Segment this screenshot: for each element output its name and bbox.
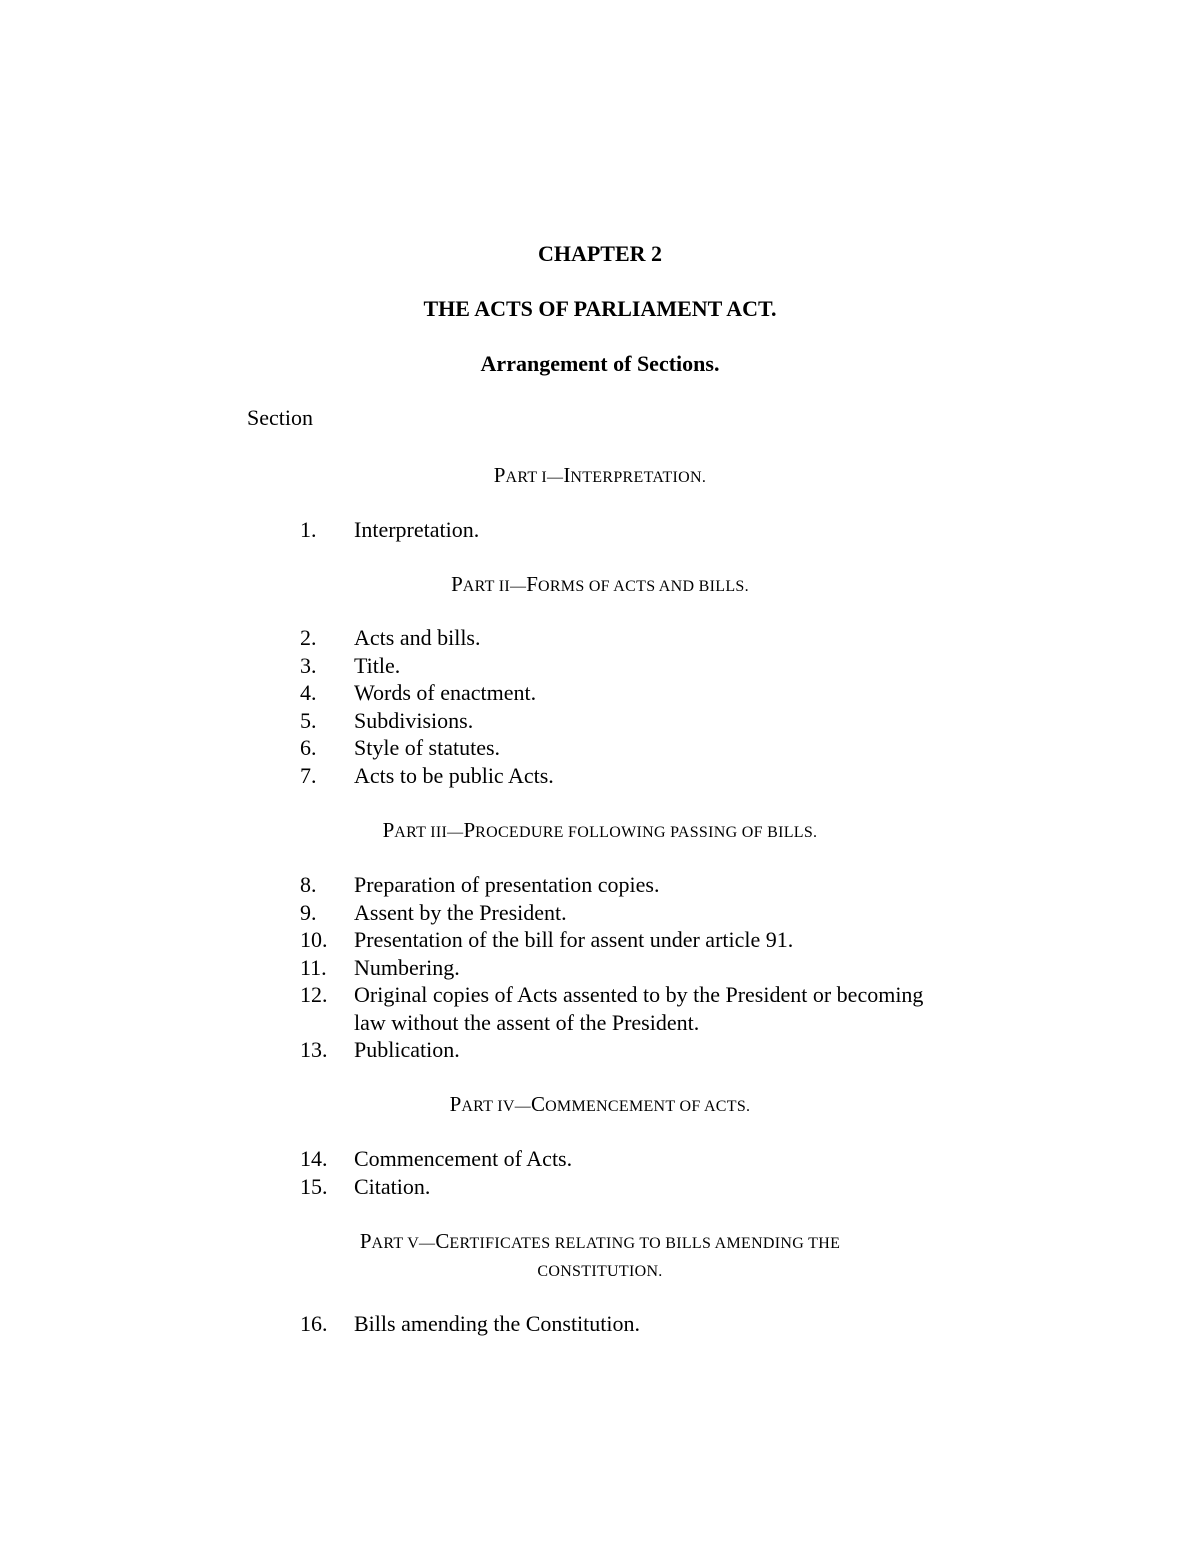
section-title: Title.	[354, 652, 401, 678]
section-number: 16.	[300, 1311, 328, 1336]
section-title: Interpretation.	[354, 517, 480, 542]
section-title: Assent by the President.	[354, 899, 567, 925]
section-number: 2.	[300, 625, 317, 650]
section-number: 13.	[300, 1037, 328, 1062]
part-heading-4: PART IV—COMMENCEMENT OF ACTS.	[449, 1092, 751, 1116]
section-title: Original copies of Acts assented to by the President or becoming law without the assent of the President.	[354, 982, 924, 1035]
section-number: 5.	[300, 707, 317, 733]
part-heading-1: PART I—INTERPRETATION.	[493, 463, 707, 487]
section-entry	[300, 954, 934, 982]
section-title: Subdivisions.	[354, 707, 474, 733]
section-title: Acts to be public Acts.	[354, 762, 554, 788]
section-entry	[300, 679, 934, 707]
section-title: Commencement of Acts.	[354, 1146, 573, 1171]
section-entry	[300, 516, 934, 544]
section-number: 1.	[300, 517, 317, 542]
section-entry	[300, 1145, 934, 1173]
section-entry	[300, 624, 934, 652]
section-entry	[300, 871, 934, 899]
section-entry	[300, 762, 934, 790]
section-number: 15.	[300, 1173, 328, 1199]
act-title: THE ACTS OF PARLIAMENT ACT.	[423, 296, 777, 321]
section-number: 8.	[300, 872, 317, 897]
section-title: Publication.	[354, 1037, 460, 1062]
section-entry	[300, 981, 934, 1036]
section-number: 11.	[300, 954, 327, 980]
section-entry	[300, 1310, 934, 1338]
section-title: Citation.	[354, 1173, 431, 1199]
section-entry	[300, 899, 934, 927]
section-number: 4.	[300, 680, 317, 705]
section-entry	[300, 1173, 934, 1201]
section-entry	[300, 926, 934, 954]
section-number: 3.	[300, 652, 317, 678]
part-heading-5-continued: CONSTITUTION.	[537, 1263, 663, 1280]
part-heading-3: PART III—PROCEDURE FOLLOWING PASSING OF BILLS.	[382, 818, 818, 842]
section-title: Words of enactment.	[354, 680, 537, 705]
section-title: Style of statutes.	[354, 735, 501, 760]
section-title: Presentation of the bill for assent under article 91.	[354, 927, 794, 952]
section-title: Acts and bills.	[354, 625, 481, 650]
section-number: 12.	[300, 982, 328, 1007]
section-number: 9.	[300, 899, 317, 925]
section-title: Numbering.	[354, 954, 460, 980]
chapter-heading: CHAPTER 2	[537, 241, 663, 266]
section-entry	[300, 1036, 934, 1064]
section-entry	[300, 734, 934, 762]
section-number: 14.	[300, 1146, 328, 1171]
section-column-label: Section	[247, 405, 313, 430]
arrangement-heading: Arrangement of Sections.	[480, 351, 720, 376]
part-heading-5: PART V—CERTIFICATES RELATING TO BILLS AMENDING THE	[359, 1229, 841, 1253]
section-number: 6.	[300, 735, 317, 760]
section-entry	[300, 707, 934, 735]
section-title: Preparation of presentation copies.	[354, 872, 660, 897]
section-title: Bills amending the Constitution.	[354, 1311, 640, 1336]
section-number: 10.	[300, 927, 328, 952]
part-heading-2: PART II—FORMS OF ACTS AND BILLS.	[451, 572, 749, 596]
section-entry	[300, 652, 934, 680]
section-number: 7.	[300, 762, 317, 788]
